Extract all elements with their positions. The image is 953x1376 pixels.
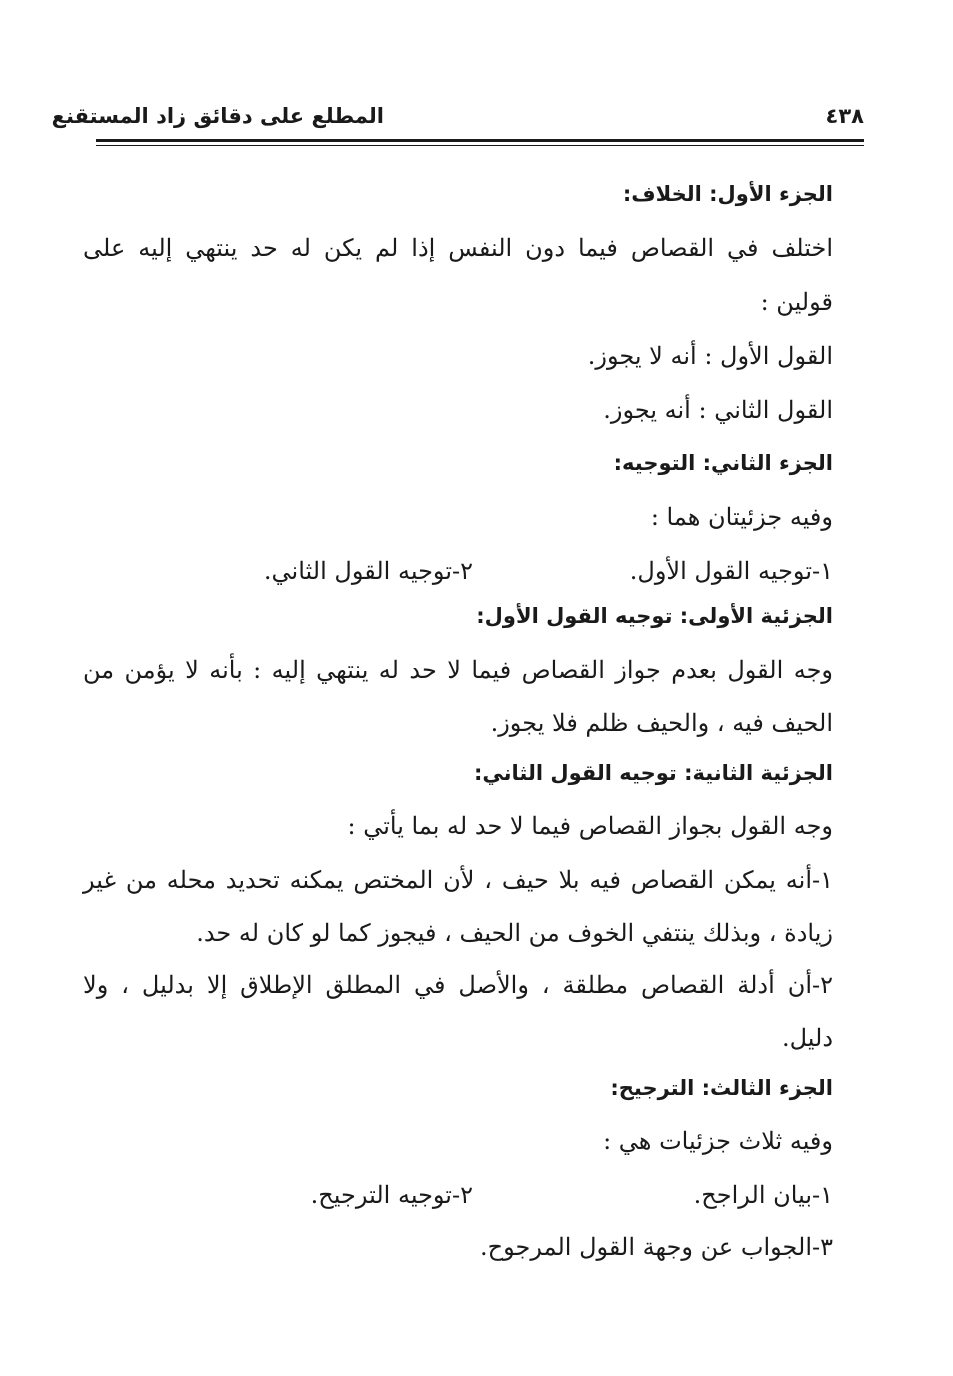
- part3-list-item-3: ٣-الجواب عن وجهة القول المرجوح.: [479, 1233, 833, 1261]
- running-header: [51, 102, 864, 142]
- subpart2-point1-line1: ١-أنه يمكن القصاص فيه بلا حيف ، لأن المختص يمكنه تحديد محله من غير: [83, 866, 833, 894]
- opinion-second: القول الثاني : أنه يجوز.: [603, 396, 833, 424]
- part2-intro: وفيه جزئيتان هما :: [650, 503, 833, 531]
- subpart2-intro: وجه القول بجواز القصاص فيما لا حد له بما يأتي :: [347, 812, 833, 840]
- subpart2-point2-line1: ٢-أن أدلة القصاص مطلقة ، والأصل في المطلق الإطلاق إلا بدليل ، ولا: [83, 971, 833, 999]
- part3-list: [233, 1180, 833, 1210]
- part3-list-item-2: ٢-توجيه الترجيح.: [310, 1181, 473, 1209]
- header-rule-thin: [96, 145, 864, 146]
- subpart2-point2-line2: دليل.: [781, 1024, 833, 1052]
- part1-heading: الجزء الأول: الخلاف:: [622, 182, 833, 206]
- header-rule-thick: [96, 139, 864, 142]
- part1-paragraph-line2: قولين :: [760, 288, 833, 316]
- part1-paragraph-line1: اختلف في القصاص فيما دون النفس إذا لم يكن له حد ينتهي إليه على: [83, 234, 833, 262]
- part3-heading: الجزء الثالث: الترجيح:: [610, 1076, 833, 1100]
- opinion-first: القول الأول : أنه لا يجوز.: [587, 342, 833, 370]
- part2-list-item-2: ٢-توجيه القول الثاني.: [263, 557, 473, 585]
- part3-intro: وفيه ثلاث جزئيات هي :: [603, 1127, 833, 1155]
- subpart1-heading: الجزئية الأولى: توجيه القول الأول:: [476, 604, 833, 628]
- part2-heading: الجزء الثاني: التوجيه:: [613, 451, 833, 475]
- subpart2-heading: الجزئية الثانية: توجيه القول الثاني:: [474, 761, 833, 785]
- book-title: المطلع على دقائق زاد المستقنع: [51, 104, 384, 128]
- subpart1-line2: الحيف فيه ، والحيف ظلم فلا يجوز.: [490, 709, 833, 737]
- subpart1-line1: وجه القول بعدم جواز القصاص فيما لا حد له ينتهي إليه : بأنه لا يؤمن من: [83, 656, 833, 684]
- page-number: ٤٣٨: [825, 104, 864, 128]
- part2-list-item-1: ١-توجيه القول الأول.: [629, 557, 833, 585]
- part2-list: [233, 556, 833, 586]
- subpart2-point1-line2: زيادة ، وبذلك ينتفي الخوف من الحيف ، فيجوز كما لو كان له حد.: [196, 919, 833, 947]
- part3-list-item-1: ١-بيان الراجح.: [693, 1181, 833, 1209]
